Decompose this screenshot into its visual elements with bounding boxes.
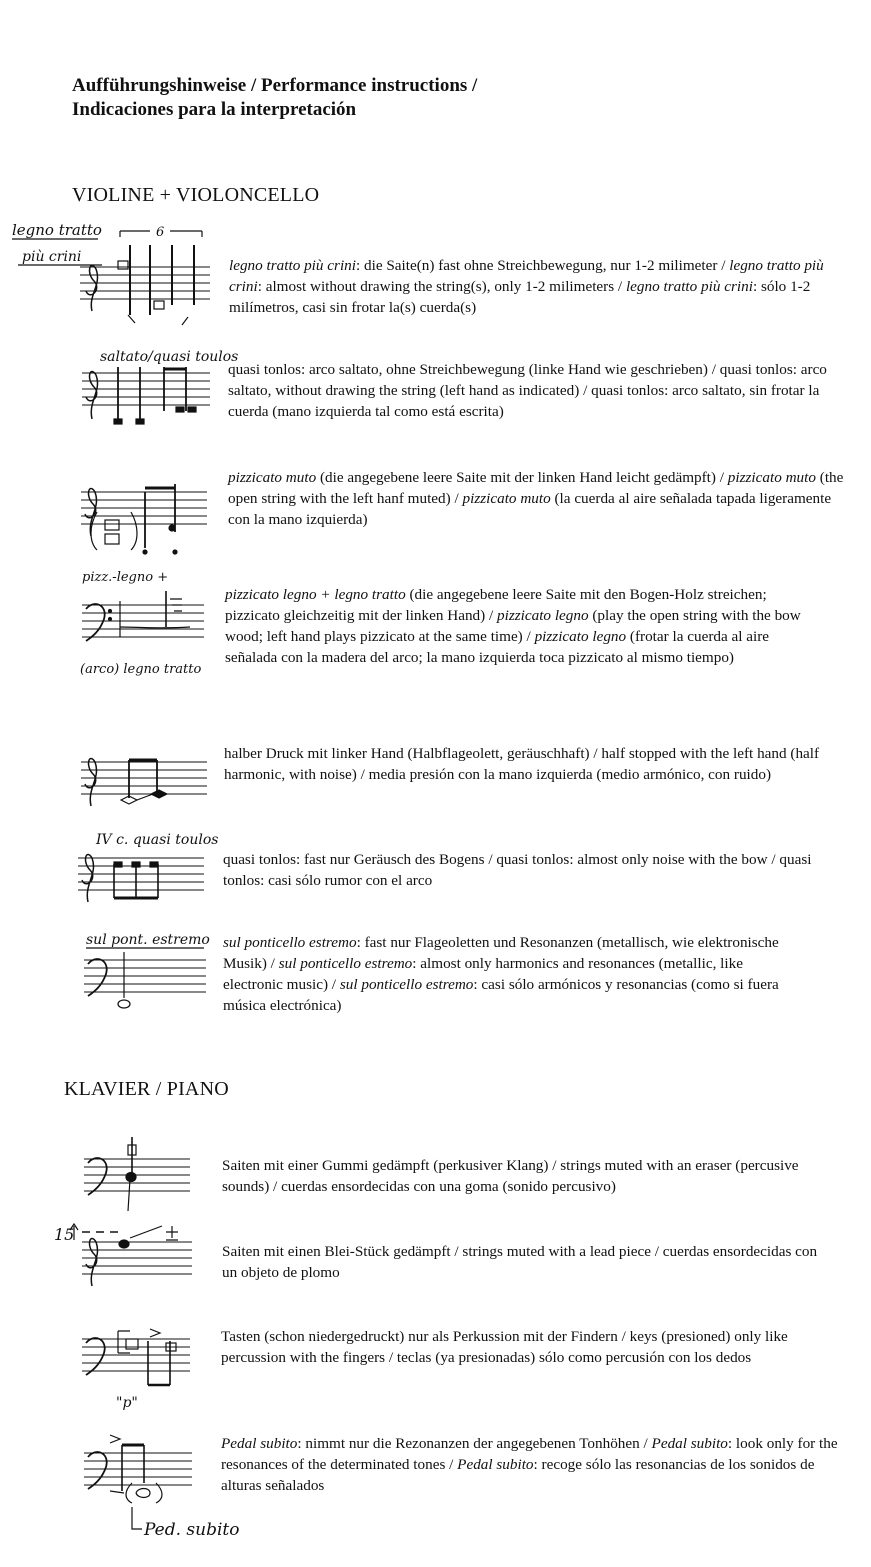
italic-term: Pedal subito	[457, 1456, 534, 1473]
strings-heading: VIOLINE + VIOLONCELLO	[72, 184, 320, 206]
pizzicato-muto-notation	[75, 470, 215, 560]
instruction-text: (frotar la cuerda al aire señalada con la madera del arco; la mano izquierda toca pizzicato al mismo tiempo)	[225, 628, 770, 666]
entry-half-stopped	[224, 743, 844, 785]
entry-quasi-tonlos-saltato	[228, 359, 848, 422]
instruction-text: (la cuerda al aire señalada tapada ligeramente con la mano izquierda)	[228, 490, 832, 528]
entry-pizzicato-legno	[225, 584, 823, 668]
italic-term: pizzicato legno	[497, 607, 589, 624]
legno-tratto-annotation: legno tratto	[12, 221, 102, 239]
pizzicato-legno-notation	[78, 565, 218, 685]
instruction-text: quasi tonlos: fast nur Geräusch des Bogens / quasi tonlos: almost only noise with the bow / quasi tonlos: casi sólo rumor con el arco	[223, 851, 812, 889]
entry-sul-ponticello	[223, 932, 803, 1016]
pizz-legno-annotation: pizz.-legno +	[82, 570, 169, 585]
title-line-1: Aufführungshinweise / Performance instructions /	[72, 75, 478, 96]
title-line-2: Indicaciones para la interpretación	[72, 99, 357, 120]
entry-pizzicato-muto	[228, 467, 848, 530]
piu-crini-annotation: più crini	[22, 249, 82, 265]
entry-eraser-mute	[222, 1155, 842, 1197]
italic-term: pizzicato muto	[462, 490, 551, 507]
instruction-text: halber Druck mit linker Hand (Halbflageolett, geräuschhaft) / half stopped with the left hand (half harmonic, with noise) / media presión con la mano izquierda (medio armónico, con ruido)	[224, 745, 820, 783]
saltato-notation	[78, 345, 239, 430]
instruction-text: : sólo 1-2 milímetros, casi sin frotar la(s) cuerda(s)	[229, 278, 811, 316]
instruction-text: Saiten mit einer Gummi gedämpft (perkusiver Klang) / strings muted with an eraser (percusive sounds) / cuerdas ensordecidas con una goma (sonido percusivo)	[222, 1157, 799, 1195]
entry-pedal-subito	[221, 1433, 851, 1496]
italic-term: pizzicato legno + legno tratto	[225, 586, 406, 603]
italic-term: sul ponticello estremo	[278, 955, 413, 972]
ped-subito-annotation: Ped. subito	[144, 1520, 240, 1540]
lead-piece-notation	[52, 1220, 197, 1295]
entry-legno-tratto	[229, 255, 844, 318]
instruction-text: : almost only harmonics and resonances (metallic, like electronic music) /	[223, 955, 743, 993]
instruction-text: : die Saite(n) fast ohne Streichbewegung, nur 1-2 milimeter /	[355, 257, 730, 274]
instruction-text: : casi sólo armónicos y resonancias (como si fuera música electrónica)	[223, 976, 779, 1014]
italic-term: Pedal subito	[221, 1435, 298, 1452]
instruction-text: : almost without drawing the string(s), only 1-2 milimeters /	[257, 278, 626, 295]
italic-term: sul ponticello estremo	[223, 934, 357, 951]
instruction-text: (the open string with the left hanf muted) /	[228, 469, 844, 507]
piano-heading: KLAVIER / PIANO	[64, 1078, 229, 1100]
instruction-text: Tasten (schon niedergedruckt) nur als Perkussion mit der Findern / keys (presioned) only like percussion with the fingers / teclas (ya presionadas) sólo como percusión con los dedos	[221, 1328, 788, 1366]
ivc-annotation: IV c. quasi toulos	[96, 832, 219, 848]
sul-ponticello-notation	[80, 928, 215, 1018]
instruction-text: quasi tonlos: arco saltato, ohne Streichbewegung (linke Hand wie geschrieben) / quasi tonlos: arco saltato, without drawing the string (left hand as indicated) / quasi tonlos: arco saltato, sin frotar la cuerda (mano izquierda tal como está escrita)	[228, 361, 827, 420]
instruction-text: : nimmt nur die Rezonanzen der angegebenen Tonhöhen /	[297, 1435, 652, 1452]
ottava-15: 15	[54, 1225, 75, 1244]
italic-term: pizzicato legno	[534, 628, 627, 645]
key-percussion-notation	[78, 1325, 198, 1420]
italic-term: pizzicato muto	[727, 469, 816, 486]
instruction-text: : recoge sólo las resonancias de los sonidos de alturas señalados	[221, 1456, 815, 1494]
entry-lead-mute	[222, 1241, 822, 1283]
pedal-subito-notation	[80, 1433, 240, 1548]
italic-term: legno tratto più crini	[229, 257, 356, 274]
entry-quasi-tonlos-noise	[223, 849, 853, 891]
page-title	[72, 74, 477, 122]
noise-bow-notation	[74, 828, 219, 908]
italic-term: pizzicato muto	[228, 469, 317, 486]
eraser-notation	[80, 1135, 195, 1215]
instruction-text: : look only for the resonances of the determinated tones /	[221, 1435, 838, 1473]
saltato-annotation: saltato/quasi toulos	[100, 349, 239, 365]
arco-legno-annotation: (arco) legno tratto	[80, 662, 202, 677]
italic-term: legno tratto più crini	[625, 278, 753, 295]
italic-term: sul ponticello estremo	[339, 976, 474, 993]
italic-term: Pedal subito	[651, 1435, 728, 1452]
italic-term: legno tratto più crini	[229, 257, 824, 295]
instruction-text: (play the open string with the bow wood; left hand plays pizzicato at the same time) /	[225, 607, 801, 645]
half-stopped-notation	[75, 752, 215, 812]
instruction-text: Saiten mit einen Blei-Stück gedämpft / strings muted with a lead piece / cuerdas ensordecidas con un objeto de plomo	[222, 1243, 818, 1281]
legno-tratto-notation	[10, 215, 225, 335]
sul-pont-annotation: sul pont. estremo	[86, 932, 210, 948]
instruction-text: (die angegebene leere Saite mit den Bogen-Holz streichen; pizzicato gleichzeitig mit der linken Hand) /	[225, 586, 767, 624]
instruction-text: : fast nur Flageoletten und Resonanzen (metallisch, wie elektronische Musik) /	[223, 934, 779, 972]
tuplet-six: 6	[156, 225, 165, 240]
entry-key-percussion	[221, 1326, 846, 1368]
p-annotation: "p"	[116, 1395, 138, 1411]
instruction-text: (die angegebene leere Saite mit der linken Hand leicht gedämpft) /	[316, 469, 728, 486]
